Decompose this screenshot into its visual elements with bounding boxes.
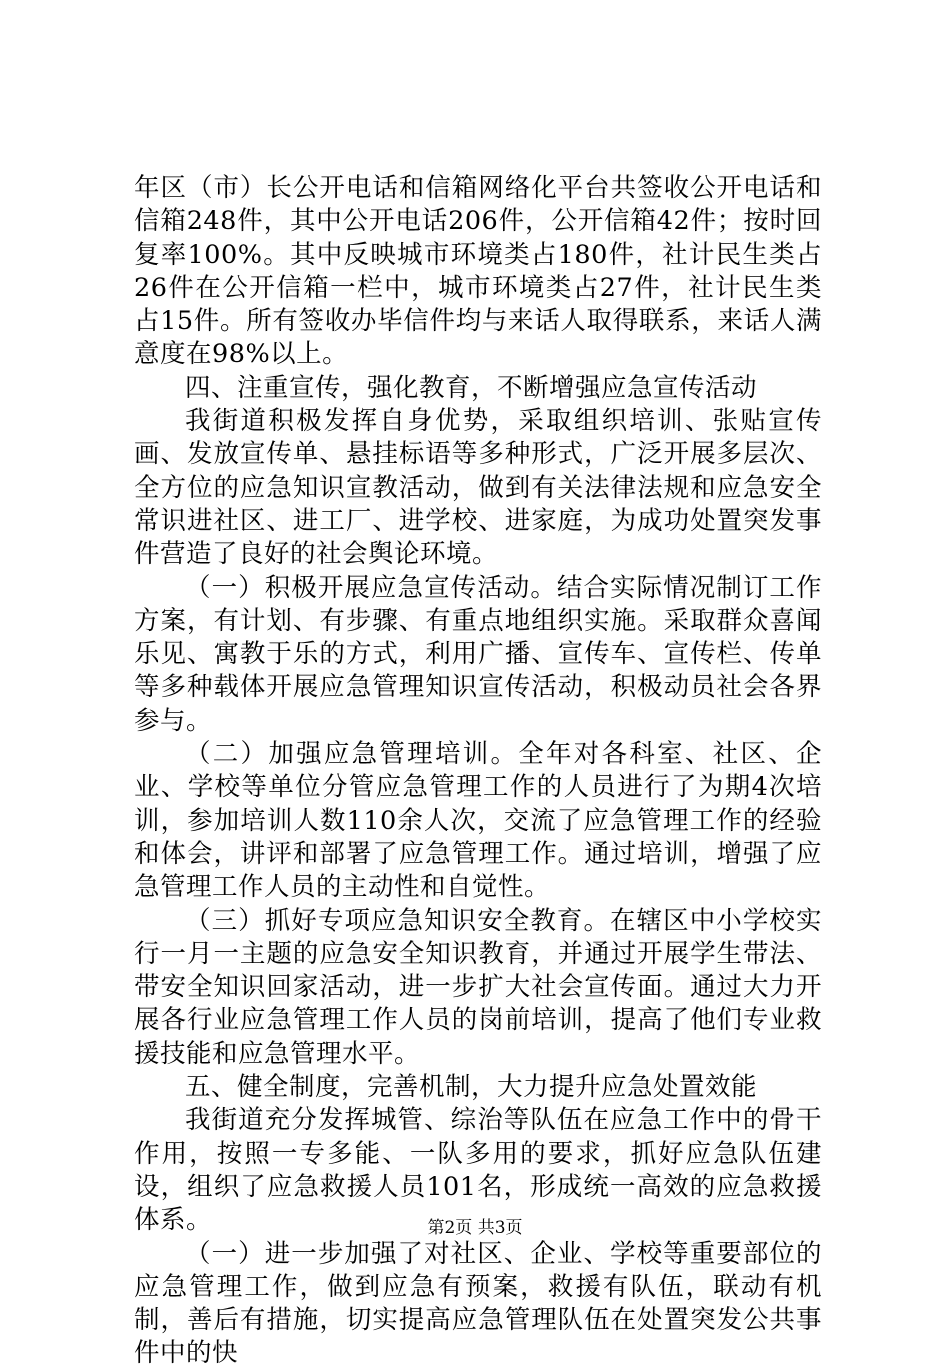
page-footer: 第2页 共3页 bbox=[427, 1218, 523, 1238]
paragraph-publicity-intro: 我街道积极发挥自身优势，采取组织培训、张贴宣传画、发放宣传单、悬挂标语等多种形式，广泛开展多层次、全方位的应急知识宣教活动，做到有关法律法规和应急安全常识进社区、进工厂、进学校、进家庭，为成功处置突发事件营造了良好的社会舆论环境。 bbox=[134, 406, 822, 570]
paragraph-hotline-stats: 年区（市）长公开电话和信箱网络化平台共签收公开电话和信箱248件，其中公开电话206件，公开信箱42件；按时回复率100%。其中反映城市环境类占180件，社计民生类占26件在公开信箱一栏中，城市环境类占27件，社计民生类占15件。所有签收办毕信件均与来话人取得联系，来话人满意度在98%以上。 bbox=[134, 173, 822, 370]
section-heading-four: 四、注重宣传，强化教育，不断增强应急宣传活动 bbox=[185, 372, 758, 403]
paragraph-publicity-item-2: （二）加强应急管理培训。全年对各科室、社区、企业、学校等单位分管应急管理工作的人员进行了为期4次培训，参加培训人数110余人次，交流了应急管理工作的经验和体会，讲评和部署了应急管理工作。通过培训，增强了应急管理工作人员的主动性和自觉性。 bbox=[134, 739, 822, 903]
paragraph-publicity-item-1: （一）积极开展应急宣传活动。结合实际情况制订工作方案，有计划、有步骤、有重点地组织实施。采取群众喜闻乐见、寓教于乐的方式，利用广播、宣传车、宣传栏、传单等多种载体开展应急管理知识宣传活动，积极动员社会各界参与。 bbox=[134, 572, 822, 736]
document-body bbox=[134, 172, 822, 1371]
paragraph-mechanism-intro: 我街道充分发挥城管、综治等队伍在应急工作中的骨干作用，按照一专多能、一队多用的要求，抓好应急队伍建设，组织了应急救援人员101名，形成统一高效的应急救援体系。 bbox=[134, 1105, 822, 1236]
section-heading-five: 五、健全制度，完善机制，大力提升应急处置效能 bbox=[185, 1072, 758, 1103]
paragraph-mechanism-item-1: （一）进一步加强了对社区、企业、学校等重要部位的应急管理工作，做到应急有预案，救援有队伍，联动有机制，善后有措施，切实提高应急管理队伍在处置突发公共事件中的快 bbox=[134, 1238, 822, 1369]
paragraph-publicity-item-3: （三）抓好专项应急知识安全教育。在辖区中小学校实行一月一主题的应急安全知识教育，并通过开展学生带法、带安全知识回家活动，进一步扩大社会宣传面。通过大力开展各行业应急管理工作人员的岗前培训，提高了他们专业救援技能和应急管理水平。 bbox=[134, 905, 822, 1069]
